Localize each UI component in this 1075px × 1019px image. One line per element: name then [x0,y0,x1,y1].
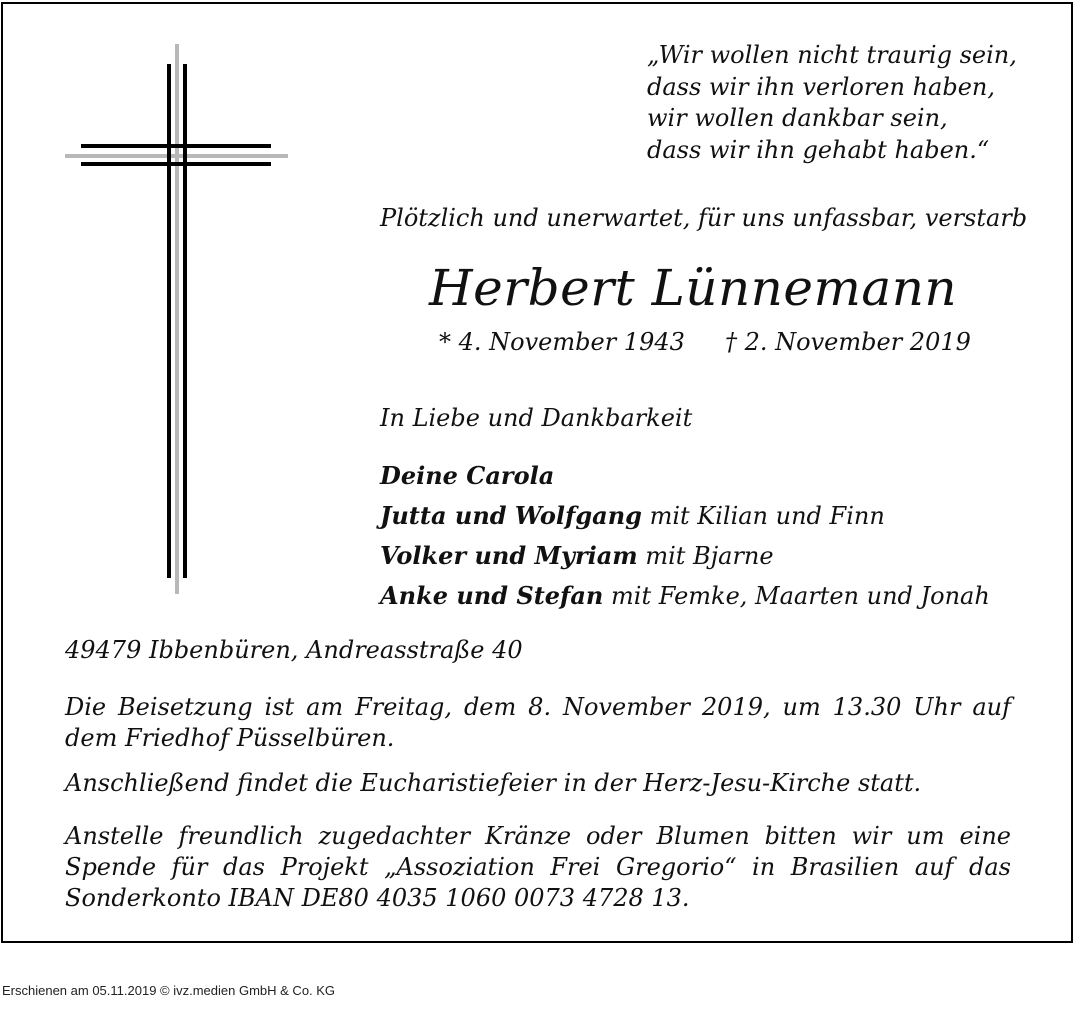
quote-line: „Wir wollen nicht traurig sein, [647,41,1017,69]
family-entry [380,496,990,536]
family-names: Volker und Myriam [380,541,638,570]
address: 49479 Ibbenbüren, Andreasstraße 40 [65,636,523,664]
publication-footer: Erschienen am 05.11.2019 © ivz.medien GmbH & Co. KG [2,983,336,998]
deceased-name: Herbert Lünnemann [429,259,958,317]
donation-info: Anstelle freundlich zugedachter Kränze oder Blumen bitten wir um eine Spende für das Projekt „Assoziation Frei Gregorio“ in Brasilien auf das Sonderkonto IBAN DE80 4035 1060 0073 4728 13. [65,822,1011,912]
obituary-notice [1,2,1073,943]
family-suffix: mit Kilian und Finn [649,502,885,530]
quote-line: wir wollen dankbar sein, [647,104,948,132]
family-entry [380,536,990,576]
death-date: † 2. November 2019 [725,328,971,356]
funeral-info: Die Beisetzung ist am Freitag, dem 8. November 2019, um 13.30 Uhr auf dem Friedhof Püsselbüren. [65,693,1011,752]
cross-black-vertical-left [167,64,171,578]
birth-date: * 4. November 1943 [439,328,685,356]
cross-grey-horizontal [65,154,288,158]
mass-info: Anschließend findet die Eucharistiefeier in der Herz-Jesu-Kirche statt. [65,769,922,797]
gratitude-line: In Liebe und Dankbarkeit [380,404,693,432]
cross-icon [65,44,290,596]
family-suffix: mit Bjarne [645,542,774,570]
quote [647,40,1017,166]
family-names: Deine Carola [380,461,555,490]
cross-grey-vertical [175,44,179,594]
cross-black-horizontal-bottom [81,162,271,166]
quote-line: dass wir ihn verloren haben, [647,72,996,101]
family-entry [380,576,990,616]
family-names: Jutta und Wolfgang [380,501,642,530]
quote-line: dass wir ihn gehabt haben.“ [647,135,990,164]
announcement-intro: Plötzlich und unerwartet, für uns unfassbar, verstarb [380,204,1028,232]
cross-black-vertical-right [183,64,187,578]
family-list [380,456,990,616]
cross-black-horizontal-top [81,144,271,148]
family-names: Anke und Stefan [380,581,604,610]
family-suffix: mit Femke, Maarten und Jonah [611,582,990,610]
family-entry [380,456,990,496]
